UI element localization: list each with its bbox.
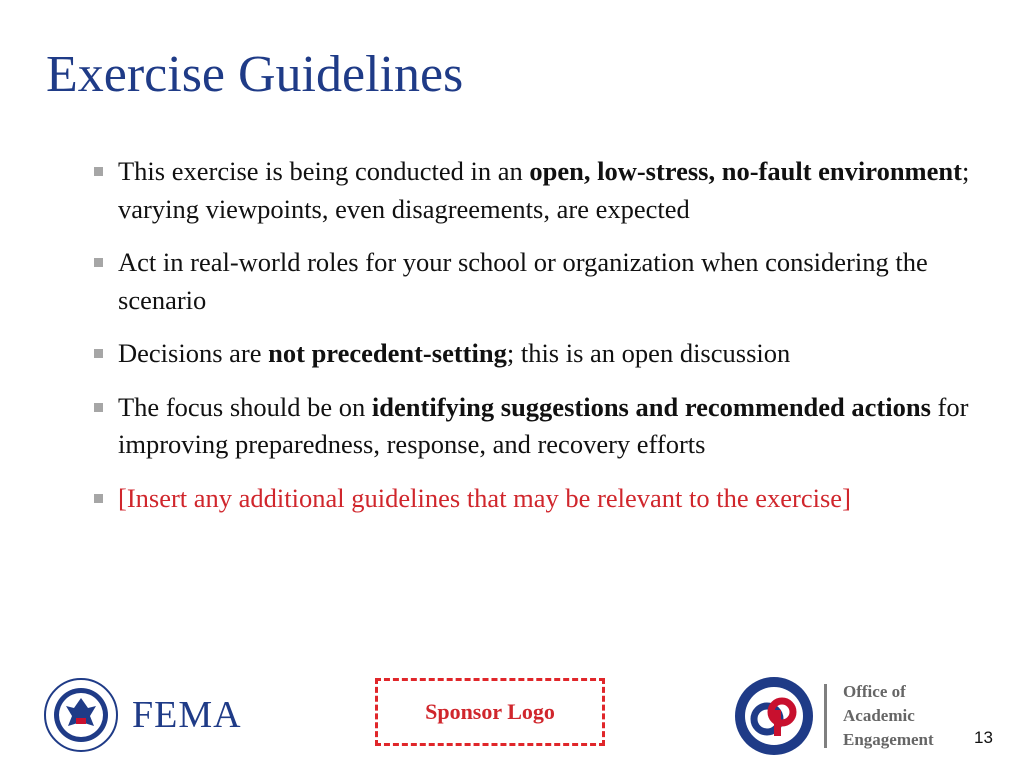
- logo-divider: [824, 684, 827, 748]
- bullet-emphasis: not precedent-setting: [268, 338, 507, 368]
- dhs-seal-icon: [44, 678, 118, 752]
- sponsor-logo-placeholder: Sponsor Logo: [375, 678, 605, 746]
- bullet-emphasis: open, low-stress, no-fault environment: [529, 156, 962, 186]
- bullet-item: [92, 389, 972, 464]
- office-label-line: Engagement: [843, 730, 934, 749]
- square-bullet-icon: [94, 167, 103, 176]
- bullet-emphasis: identifying suggestions and recommended actions: [371, 391, 931, 422]
- bullet-text: Act in real-world roles for your school or organization when considering the scenario: [118, 247, 928, 315]
- office-label-line: Academic: [843, 706, 915, 725]
- bullet-text: Decisions are: [118, 338, 269, 368]
- bullet-list: [92, 153, 972, 517]
- slide-title: Exercise Guidelines: [46, 46, 464, 103]
- square-bullet-icon: [94, 349, 103, 358]
- bullet-item: [92, 335, 972, 373]
- bullet-text: for improving preparedness, response, and recovery efforts: [118, 391, 969, 459]
- bullet-item: [92, 480, 972, 518]
- square-bullet-icon: [94, 403, 103, 412]
- office-label-line: Office of: [843, 682, 906, 701]
- bullet-text: [Insert any additional guidelines that may be relevant to the exercise]: [118, 482, 851, 513]
- office-label: [843, 680, 934, 752]
- square-bullet-icon: [94, 258, 103, 267]
- bullet-text: The focus should be on: [118, 391, 372, 422]
- fema-wordmark: FEMA: [132, 694, 242, 736]
- campus-resilience-seal-icon: [734, 676, 814, 756]
- bullet-item: [92, 244, 972, 319]
- bullet-text: ; varying viewpoints, even disagreements, are expected: [118, 156, 970, 224]
- bullet-text: ; this is an open discussion: [506, 338, 791, 368]
- square-bullet-icon: [94, 494, 103, 503]
- bullet-item: [92, 153, 972, 228]
- page-number: 13: [974, 728, 993, 747]
- bullet-text: This exercise is being conducted in an: [118, 156, 530, 186]
- office-of-academic-engagement-logo: [734, 676, 934, 756]
- fema-logo: [44, 678, 242, 752]
